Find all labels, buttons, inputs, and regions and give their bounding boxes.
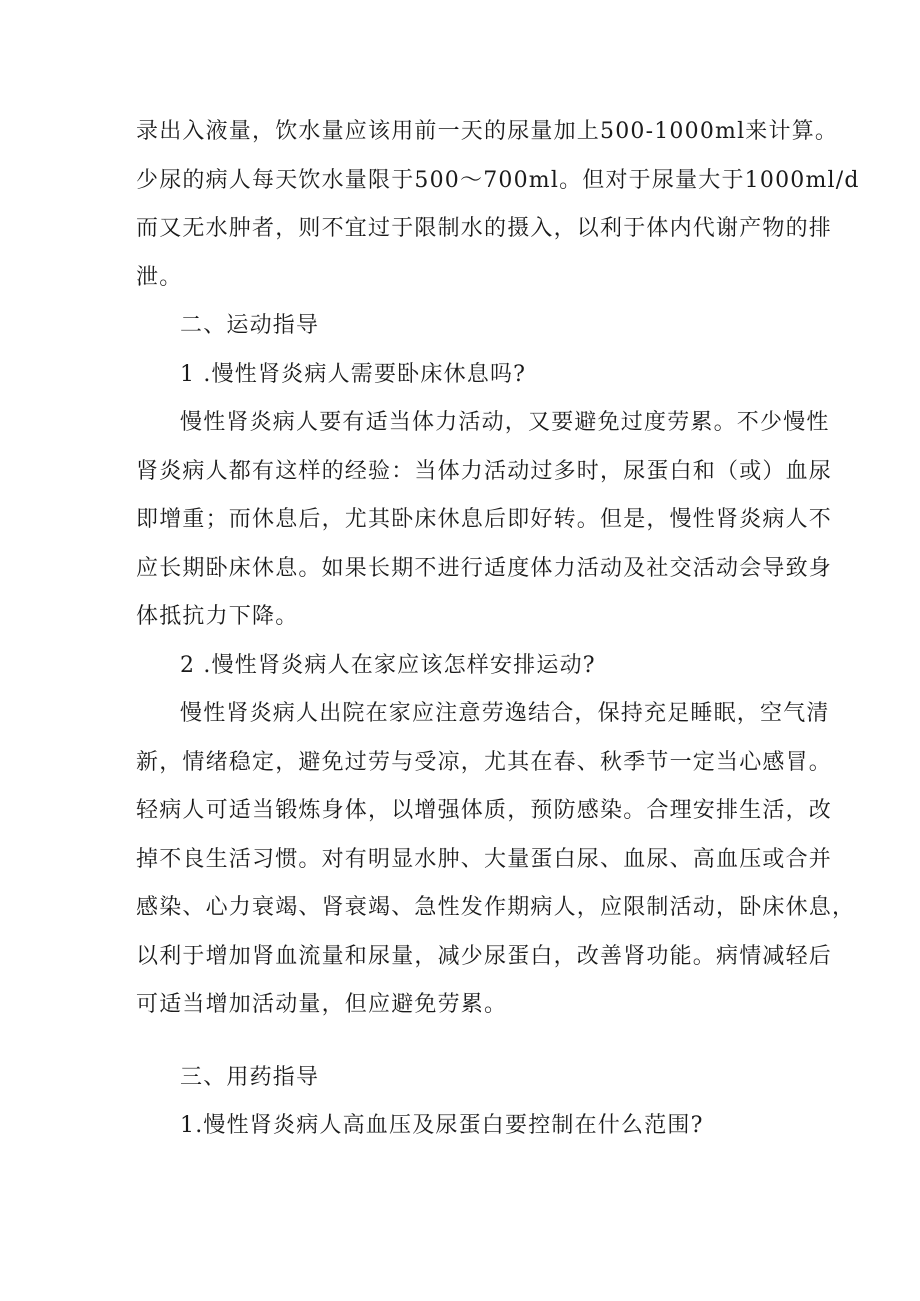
paragraph-line: 可适当增加活动量，但应避免劳累。 xyxy=(136,992,508,1017)
question-blood-pressure-proteinuria: 1.慢性肾炎病人高血压及尿蛋白要控制在什么范围? xyxy=(180,1113,704,1138)
paragraph-line: 慢性肾炎病人出院在家应注意劳逸结合，保持充足睡眠，空气清 xyxy=(180,701,830,726)
paragraph-line: 体抵抗力下降。 xyxy=(136,604,299,629)
paragraph-line: 以利于增加肾血流量和尿量，减少尿蛋白，改善肾功能。病情减轻后 xyxy=(136,943,833,969)
paragraph-line: 掉不良生活习惯。对有明显水肿、大量蛋白尿、血尿、高血压或合并 xyxy=(136,846,833,872)
section-heading-medication: 三、用药指导 xyxy=(180,1064,320,1090)
spacer xyxy=(136,1030,796,1054)
question-home-exercise: 2 .慢性肾炎病人在家应该怎样安排运动? xyxy=(180,652,596,678)
paragraph-line: 肾炎病人都有这样的经验：当体力活动过多时，尿蛋白和（或）血尿 xyxy=(136,458,833,484)
paragraph-home-exercise xyxy=(136,690,856,1030)
paragraph-line: 录出入液量，饮水量应该用前一天的尿量加上500-1000ml来计算。 xyxy=(136,119,839,144)
document-body xyxy=(136,108,860,1151)
paragraph-line: 感染、心力衰竭、肾衰竭、急性发作期病人，应限制活动，卧床休息， xyxy=(136,895,856,920)
paragraph-line: 应长期卧床休息。如果长期不进行适度体力活动及社交活动会导致身 xyxy=(136,555,833,581)
paragraph-line: 泄。 xyxy=(136,264,183,290)
paragraph-fluid-intake xyxy=(136,108,860,302)
paragraph-line: 而又无水肿者，则不宜过于限制水的摄入，以利于体内代谢产物的排 xyxy=(136,216,833,241)
paragraph-line: 新，情绪稳定，避免过劳与受凉，尤其在春、秋季节一定当心感冒。 xyxy=(136,749,833,775)
question-bed-rest: 1 .慢性肾炎病人需要卧床休息吗? xyxy=(180,361,527,387)
paragraph-line: 即增重；而休息后，尤其卧床休息后即好转。但是，慢性肾炎病人不 xyxy=(136,507,833,532)
section-heading-exercise: 二、运动指导 xyxy=(180,313,320,338)
paragraph-bed-rest xyxy=(136,399,833,642)
paragraph-line: 慢性肾炎病人要有适当体力活动，又要避免过度劳累。不少慢性 xyxy=(180,410,830,435)
paragraph-line: 轻病人可适当锻炼身体，以增强体质，预防感染。合理安排生活，改 xyxy=(136,798,833,823)
paragraph-line: 少尿的病人每天饮水量限于500～700ml。但对于尿量大于1000ml/d xyxy=(136,167,860,193)
